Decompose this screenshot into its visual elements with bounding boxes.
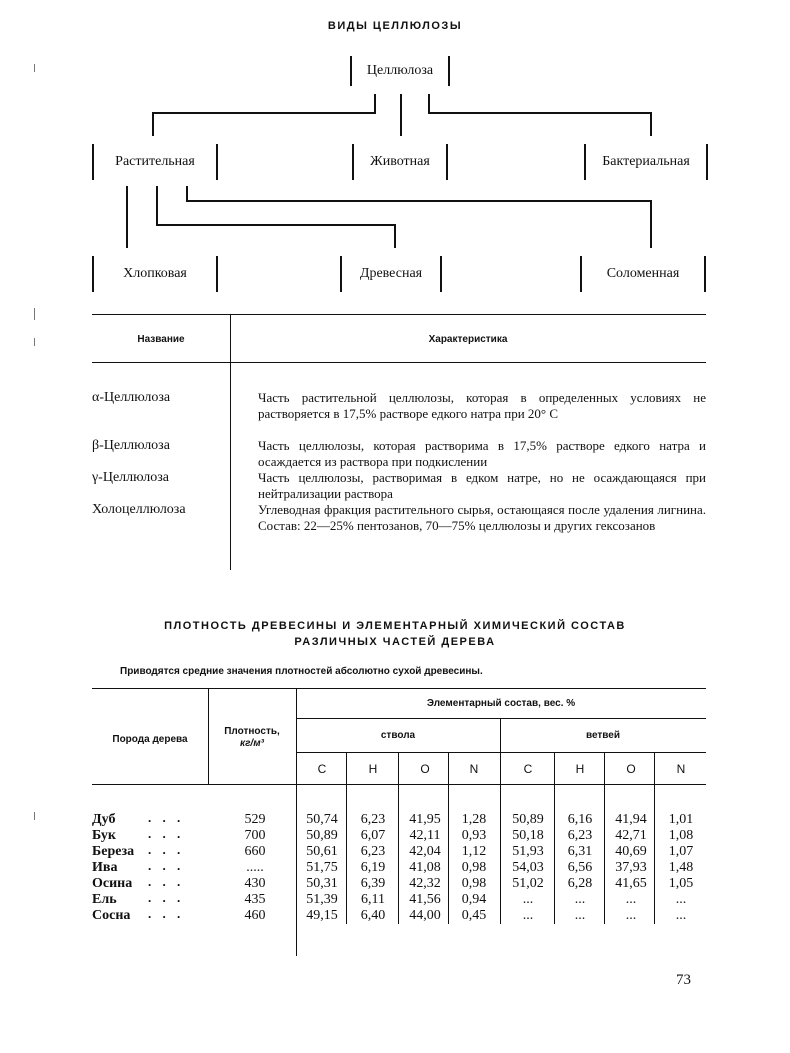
table-header-rule	[92, 362, 706, 363]
composition-value: 6,56	[567, 860, 593, 875]
row-desc: Углеводная фракция растительного сырья, остающаяся после удаления лигнина. Состав: 22—25% пентозанов, 70—75% целлюлозы и других гексозанов	[258, 502, 706, 533]
scan-artifact	[34, 308, 35, 320]
composition-value: 0,98	[461, 860, 487, 875]
node-label: Животная	[370, 154, 430, 169]
composition-value: ...	[675, 892, 687, 907]
connector	[152, 112, 154, 136]
node-label: Хлопковая	[123, 266, 187, 281]
node-label: Древесная	[359, 266, 423, 281]
header-density-unit: кг/м³	[240, 738, 264, 749]
leader-dots: . . .	[148, 810, 185, 825]
composition-value: 51,75	[306, 860, 338, 875]
row-desc: Часть целлюлозы, растворимая в едком натре, но не осаждающаяся при нейтрализации раствора	[258, 470, 706, 501]
col-divider	[346, 752, 347, 924]
composition-value: 42,71	[615, 828, 647, 843]
species-name: Ива	[92, 860, 118, 875]
element-header: O	[626, 762, 636, 776]
wood-section-title-line1: ПЛОТНОСТЬ ДРЕВЕСИНЫ И ЭЛЕМЕНТАРНЫЙ ХИМИЧЕСКИЙ СОСТАВ	[164, 620, 626, 632]
row-desc: Часть целлюлозы, которая растворима в 17,5% растворе едкого натра и осаждается из раствора при подкислении	[258, 438, 706, 469]
connector	[394, 224, 396, 248]
table-top-rule	[92, 314, 706, 315]
composition-value: 49,15	[306, 908, 338, 923]
connector	[152, 112, 376, 114]
composition-value: 41,95	[409, 812, 441, 827]
connector	[400, 122, 402, 136]
composition-value: 54,03	[512, 860, 544, 875]
connector	[650, 200, 652, 248]
composition-value: 51,02	[512, 876, 544, 891]
composition-value: 40,69	[615, 844, 647, 859]
composition-value: 37,93	[615, 860, 647, 875]
element-header: H	[368, 762, 378, 776]
row-name: γ-Целлюлоза	[92, 470, 169, 485]
composition-value: 1,05	[668, 876, 694, 891]
col-divider	[296, 688, 297, 956]
connector	[400, 94, 402, 122]
composition-value: 6,07	[360, 828, 386, 843]
composition-value: 0,94	[461, 892, 487, 907]
density-value: 430	[244, 876, 266, 891]
composition-value: 1,12	[461, 844, 487, 859]
composition-value: 50,31	[306, 876, 338, 891]
header-characteristic: Характеристика	[428, 334, 508, 345]
composition-value: ...	[625, 892, 637, 907]
density-value: 660	[244, 844, 266, 859]
composition-value: ...	[675, 908, 687, 923]
header-density: Плотность,	[224, 726, 280, 737]
table-divider	[230, 314, 231, 570]
composition-value: 50,89	[306, 828, 338, 843]
node-label: Соломенная	[606, 266, 680, 281]
element-header: C	[523, 762, 533, 776]
species-name: Осина	[92, 876, 133, 891]
header-branches: ветвей	[585, 730, 621, 741]
element-header: C	[317, 762, 327, 776]
element-header: O	[420, 762, 430, 776]
connector	[428, 112, 652, 114]
root-node-label: Целлюлоза	[366, 63, 434, 78]
connector	[126, 186, 128, 248]
scan-artifact	[34, 812, 35, 820]
leader-dots: . . .	[148, 826, 185, 841]
header-trunk: ствола	[380, 730, 416, 741]
col-divider	[398, 752, 399, 924]
composition-value: ...	[522, 892, 534, 907]
element-header: N	[469, 762, 479, 776]
composition-value: 1,28	[461, 812, 487, 827]
composition-value: 6,39	[360, 876, 386, 891]
species-name: Бук	[92, 828, 116, 843]
page-number: 73	[676, 972, 691, 988]
species-name: Сосна	[92, 908, 131, 923]
leader-dots: . . .	[148, 874, 185, 889]
node-animal	[352, 144, 448, 180]
composition-value: 51,93	[512, 844, 544, 859]
composition-value: 50,18	[512, 828, 544, 843]
composition-value: ...	[574, 908, 586, 923]
composition-value: 42,04	[409, 844, 441, 859]
composition-value: 44,00	[409, 908, 441, 923]
density-value: .....	[246, 860, 264, 875]
scan-artifact	[34, 338, 35, 346]
connector	[186, 200, 652, 202]
leader-dots: . . .	[148, 858, 185, 873]
header-name: Название	[137, 334, 185, 345]
composition-value: 1,48	[668, 860, 694, 875]
species-name: Береза	[92, 844, 135, 859]
node-label: Растительная	[115, 154, 195, 169]
row-name: Холоцеллюлоза	[92, 502, 186, 517]
node-cotton	[92, 256, 218, 292]
density-value: 529	[244, 812, 266, 827]
connector	[374, 94, 376, 114]
species-name: Дуб	[92, 812, 116, 827]
composition-value: 50,61	[306, 844, 338, 859]
composition-value: 0,45	[461, 908, 487, 923]
composition-value: 41,56	[409, 892, 441, 907]
composition-value: 0,98	[461, 876, 487, 891]
element-header: N	[676, 762, 686, 776]
composition-value: 50,74	[306, 812, 338, 827]
element-header: H	[575, 762, 585, 776]
node-wood	[340, 256, 442, 292]
leader-dots: . . .	[148, 906, 185, 921]
density-value: 460	[244, 908, 266, 923]
header-species: Порода дерева	[112, 734, 188, 745]
node-plant	[92, 144, 218, 180]
col-divider	[604, 752, 605, 924]
header-composition: Элементарный состав, вес. %	[426, 698, 576, 709]
composition-value: ...	[574, 892, 586, 907]
connector	[428, 94, 430, 114]
composition-value: 6,23	[567, 828, 593, 843]
density-value: 700	[244, 828, 266, 843]
row-desc: Часть растительной целлюлозы, которая в определенных условиях не растворяется в 17,5% растворе едкого натра при 20° С	[258, 390, 706, 421]
col-divider	[554, 752, 555, 924]
composition-value: 6,23	[360, 812, 386, 827]
composition-value: 41,08	[409, 860, 441, 875]
composition-value: ...	[625, 908, 637, 923]
composition-value: 1,07	[668, 844, 694, 859]
composition-value: 6,11	[361, 892, 385, 907]
wood-section-title-line2: РАЗЛИЧНЫХ ЧАСТЕЙ ДЕРЕВА	[294, 636, 496, 648]
scan-artifact	[34, 64, 35, 72]
root-node-cellulose	[350, 56, 450, 86]
leader-dots: . . .	[148, 890, 185, 905]
composition-value: ...	[522, 908, 534, 923]
composition-value: 42,11	[409, 828, 441, 843]
connector	[156, 224, 396, 226]
node-bacterial	[584, 144, 708, 180]
connector	[650, 112, 652, 136]
rule	[296, 718, 706, 719]
rule	[296, 752, 706, 753]
row-name: β-Целлюлоза	[92, 438, 170, 453]
wood-table-header-rule	[92, 784, 706, 785]
composition-value: 6,16	[567, 812, 593, 827]
col-divider	[500, 718, 501, 924]
connector	[156, 186, 158, 226]
composition-value: 41,94	[615, 812, 647, 827]
wood-section-note: Приводятся средние значения плотностей абсолютно сухой древесины.	[120, 666, 483, 677]
composition-value: 6,23	[360, 844, 386, 859]
composition-value: 6,28	[567, 876, 593, 891]
composition-value: 0,93	[461, 828, 487, 843]
composition-value: 51,39	[306, 892, 338, 907]
composition-value: 6,40	[360, 908, 386, 923]
composition-value: 6,19	[360, 860, 386, 875]
row-name: α-Целлюлоза	[92, 390, 171, 405]
composition-value: 1,08	[668, 828, 694, 843]
density-value: 435	[244, 892, 266, 907]
composition-value: 42,32	[409, 876, 441, 891]
diagram-title: ВИДЫ ЦЕЛЛЮЛОЗЫ	[327, 20, 463, 32]
node-straw	[580, 256, 706, 292]
composition-value: 50,89	[512, 812, 544, 827]
node-label: Бактериальная	[602, 154, 690, 169]
composition-value: 1,01	[668, 812, 694, 827]
species-name: Ель	[92, 892, 117, 907]
composition-value: 6,31	[567, 844, 593, 859]
wood-table-top-rule	[92, 688, 706, 689]
composition-value: 41,65	[615, 876, 647, 891]
leader-dots: . . .	[148, 842, 185, 857]
